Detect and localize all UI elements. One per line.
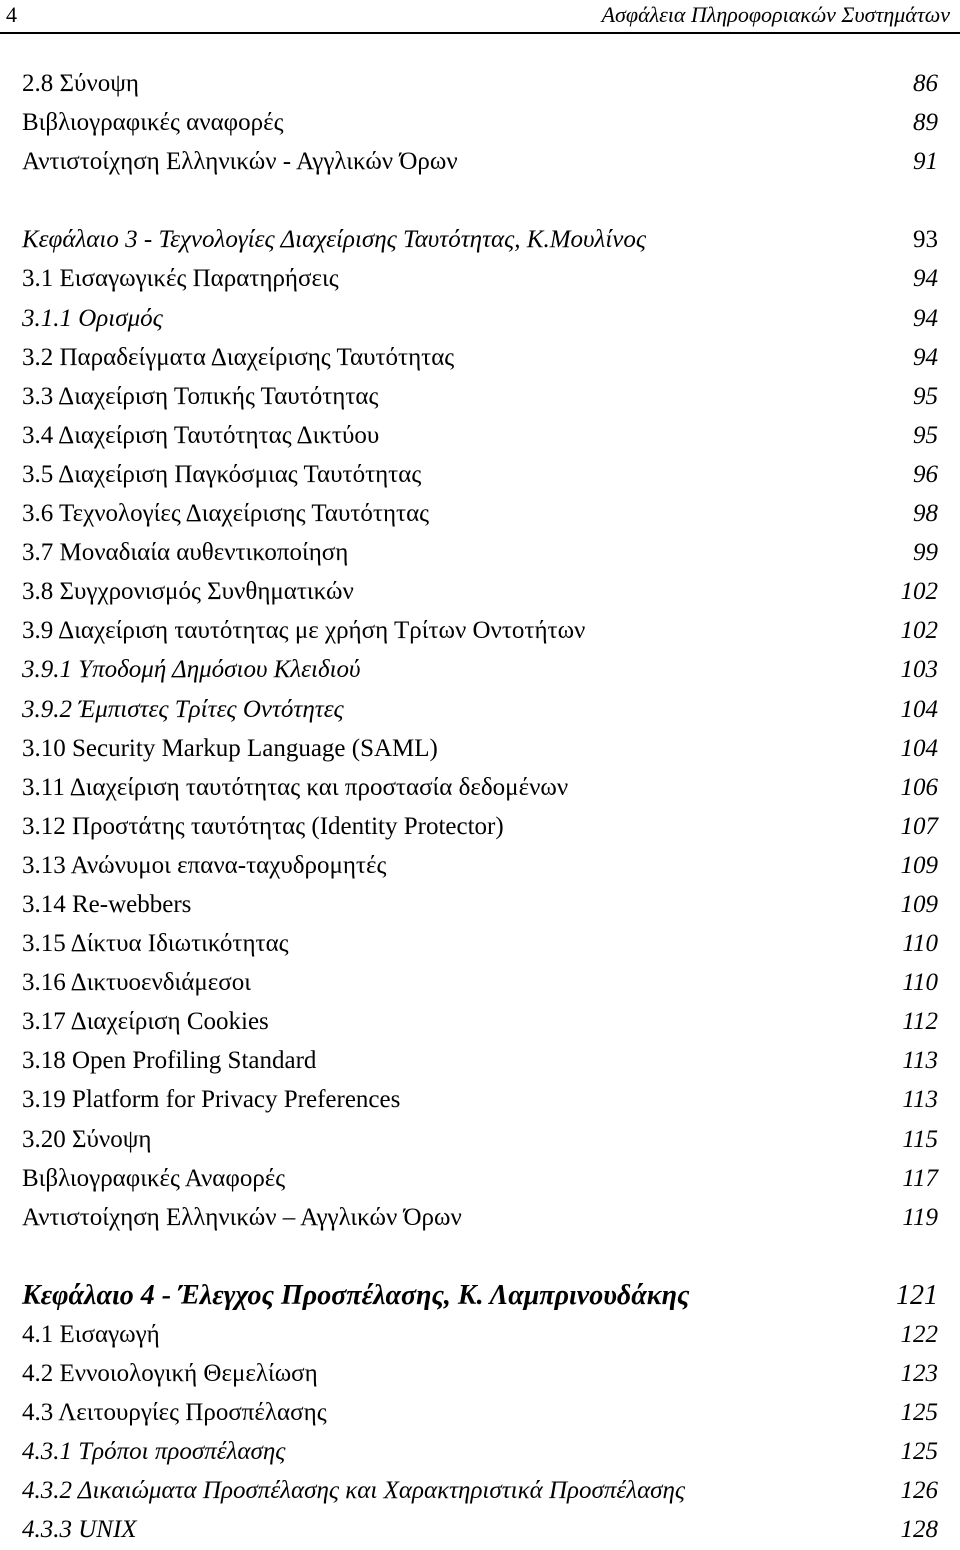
toc-row bbox=[22, 729, 938, 768]
toc-entry-title: 4.2 Εννοιολογική Θεμελίωση bbox=[22, 1360, 318, 1388]
header-title: Ασφάλεια Πληροφοριακών Συστημάτων bbox=[601, 2, 950, 27]
toc-row bbox=[22, 885, 938, 924]
toc-entry-page: 107 bbox=[900, 812, 938, 840]
toc-row bbox=[22, 690, 938, 729]
toc-row bbox=[22, 768, 938, 807]
toc-row bbox=[22, 650, 938, 689]
toc-row bbox=[22, 64, 938, 103]
toc-entry-page: 102 bbox=[900, 617, 938, 645]
toc-entry-title: 3.20 Σύνοψη bbox=[22, 1125, 152, 1153]
toc-entry-page: 89 bbox=[913, 109, 938, 137]
section-gap bbox=[22, 1237, 938, 1276]
toc-row bbox=[22, 1471, 938, 1510]
toc-entry-title: 3.17 Διαχείριση Cookies bbox=[22, 1008, 269, 1036]
toc-entry-title: 3.4 Διαχείριση Ταυτότητας Δικτύου bbox=[22, 421, 380, 449]
toc-entry-title: 3.14 Re-webbers bbox=[22, 890, 192, 918]
toc-entry-title: 3.19 Platform for Privacy Preferences bbox=[22, 1086, 401, 1114]
toc-row bbox=[22, 1315, 938, 1354]
section-gap bbox=[22, 181, 938, 220]
toc-row bbox=[22, 807, 938, 846]
toc-entry-title: 3.11 Διαχείριση ταυτότητας και προστασία δεδομένων bbox=[22, 773, 569, 801]
toc-entry-page: 103 bbox=[900, 656, 938, 684]
toc-row bbox=[22, 1354, 938, 1393]
toc-entry-page: 115 bbox=[902, 1125, 938, 1153]
toc-row bbox=[22, 1510, 938, 1549]
toc-row bbox=[22, 924, 938, 963]
toc-entry-title: 3.6 Τεχνολογίες Διαχείρισης Ταυτότητας bbox=[22, 500, 430, 528]
toc-entry-title: 3.13 Ανώνυμοι επανα-ταχυδρομητές bbox=[22, 851, 387, 879]
toc-entry-title: 3.3 Διαχείριση Τοπικής Ταυτότητας bbox=[22, 382, 379, 410]
toc-row bbox=[22, 494, 938, 533]
toc-entry-page: 121 bbox=[896, 1279, 938, 1311]
toc-entry-page: 91 bbox=[913, 148, 938, 176]
header-page-number: 4 bbox=[6, 2, 17, 27]
toc-entry-title: Αντιστοίχηση Ελληνικών – Αγγλικών Όρων bbox=[22, 1203, 462, 1231]
toc-entry-title: 4.3.3 UNIX bbox=[22, 1516, 137, 1544]
toc-entry-page: 106 bbox=[900, 773, 938, 801]
toc-entry-title: 4.3.1 Τρόποι προσπέλασης bbox=[22, 1438, 286, 1466]
toc-entry-title: 4.3.2 Δικαιώματα Προσπέλασης και Χαρακτηριστικά Προσπέλασης bbox=[22, 1477, 686, 1505]
toc-entry-page: 125 bbox=[900, 1399, 938, 1427]
toc-entry-title: Κεφάλαιο 3 - Τεχνολογίες Διαχείρισης Ταυτότητας, Κ.Μουλίνος bbox=[22, 226, 647, 254]
toc-entry-title: 3.8 Συγχρονισμός Συνθηματικών bbox=[22, 578, 354, 606]
toc-entry-title: 3.15 Δίκτυα Ιδιωτικότητας bbox=[22, 930, 289, 958]
toc-entry-title: 3.2 Παραδείγματα Διαχείρισης Ταυτότητας bbox=[22, 343, 455, 371]
toc-row bbox=[22, 1120, 938, 1159]
toc-entry-page: 125 bbox=[900, 1438, 938, 1466]
toc-entry-title: 3.12 Προστάτης ταυτότητας (Identity Protector) bbox=[22, 812, 504, 840]
toc-entry-page: 119 bbox=[902, 1203, 938, 1231]
toc-chapter-heading bbox=[22, 220, 938, 259]
toc-entry-page: 96 bbox=[913, 460, 938, 488]
toc-entry-page: 94 bbox=[913, 304, 938, 332]
toc-row bbox=[22, 1041, 938, 1080]
toc-entry-page: 123 bbox=[900, 1360, 938, 1388]
toc-entry-page: 99 bbox=[913, 539, 938, 567]
toc-entry-page: 102 bbox=[900, 578, 938, 606]
toc-entry-page: 126 bbox=[900, 1477, 938, 1505]
toc-entry-title: 3.18 Open Profiling Standard bbox=[22, 1047, 317, 1075]
toc-row bbox=[22, 377, 938, 416]
toc-entry-title: 3.9 Διαχείριση ταυτότητας με χρήση Τρίτων Οντοτήτων bbox=[22, 617, 586, 645]
toc-entry-title: 4.3 Λειτουργίες Προσπέλασης bbox=[22, 1399, 327, 1427]
toc-row bbox=[22, 572, 938, 611]
toc-row bbox=[22, 455, 938, 494]
toc-entry-title: 3.5 Διαχείριση Παγκόσμιας Ταυτότητας bbox=[22, 460, 422, 488]
toc-row bbox=[22, 259, 938, 298]
toc-entry-page: 109 bbox=[900, 851, 938, 879]
toc-entry-title: 3.1.1 Ορισμός bbox=[22, 304, 163, 332]
toc-row bbox=[22, 416, 938, 455]
toc-entry-title: 3.9.2 Έμπιστες Τρίτες Οντότητες bbox=[22, 695, 344, 723]
toc-entry-page: 94 bbox=[913, 265, 938, 293]
toc-entry-title: Βιβλιογραφικές αναφορές bbox=[22, 109, 284, 137]
toc-entry-page: 112 bbox=[902, 1008, 938, 1036]
page-header bbox=[0, 0, 960, 34]
toc-entry-page: 95 bbox=[913, 421, 938, 449]
toc-entry-page: 122 bbox=[900, 1321, 938, 1348]
toc-entry-page: 94 bbox=[913, 343, 938, 371]
toc-entry-title: 3.1 Εισαγωγικές Παρατηρήσεις bbox=[22, 265, 339, 293]
toc-chapter-heading bbox=[22, 1276, 938, 1315]
toc-entry-page: 109 bbox=[900, 890, 938, 918]
toc-row bbox=[22, 533, 938, 572]
toc-row bbox=[22, 1432, 938, 1471]
toc-entry-title: 4.1 Εισαγωγή bbox=[22, 1321, 160, 1348]
toc-entry-page: 110 bbox=[902, 969, 938, 997]
toc-entry-page: 117 bbox=[902, 1164, 938, 1192]
toc-row bbox=[22, 299, 938, 338]
toc-row bbox=[22, 1198, 938, 1237]
toc-row bbox=[22, 1080, 938, 1119]
toc-entry-page: 86 bbox=[913, 70, 938, 97]
toc-entry-title: Αντιστοίχηση Ελληνικών - Αγγλικών Όρων bbox=[22, 148, 458, 176]
toc-entry-title: 3.16 Δικτυοενδιάμεσοι bbox=[22, 969, 251, 997]
toc-entry-title: 3.7 Μοναδιαία αυθεντικοποίηση bbox=[22, 539, 349, 567]
toc-entry-page: 98 bbox=[913, 500, 938, 528]
toc-entry-title: Βιβλιογραφικές Αναφορές bbox=[22, 1164, 286, 1192]
toc-row bbox=[22, 963, 938, 1002]
toc-row bbox=[22, 846, 938, 885]
toc-entry-page: 93 bbox=[913, 226, 938, 254]
toc-entry-page: 95 bbox=[913, 382, 938, 410]
toc-entry-title: Κεφάλαιο 4 - Έλεγχος Προσπέλασης, Κ. Λαμπρινουδάκης bbox=[22, 1279, 690, 1311]
toc-row bbox=[22, 1393, 938, 1432]
toc-entry-title: 3.9.1 Υποδομή Δημόσιου Κλειδιού bbox=[22, 656, 361, 684]
toc-entry-page: 128 bbox=[900, 1516, 938, 1544]
table-of-contents bbox=[22, 64, 938, 1550]
toc-row bbox=[22, 1002, 938, 1041]
toc-entry-page: 110 bbox=[902, 930, 938, 958]
toc-row bbox=[22, 142, 938, 181]
toc-entry-title: 3.10 Security Markup Language (SAML) bbox=[22, 734, 438, 762]
toc-row bbox=[22, 103, 938, 142]
toc-entry-page: 104 bbox=[900, 734, 938, 762]
toc-entry-title: 2.8 Σύνοψη bbox=[22, 70, 139, 97]
toc-entry-page: 113 bbox=[902, 1047, 938, 1075]
toc-entry-page: 113 bbox=[902, 1086, 938, 1114]
toc-row bbox=[22, 611, 938, 650]
toc-row bbox=[22, 1159, 938, 1198]
toc-row bbox=[22, 338, 938, 377]
toc-entry-page: 104 bbox=[900, 695, 938, 723]
